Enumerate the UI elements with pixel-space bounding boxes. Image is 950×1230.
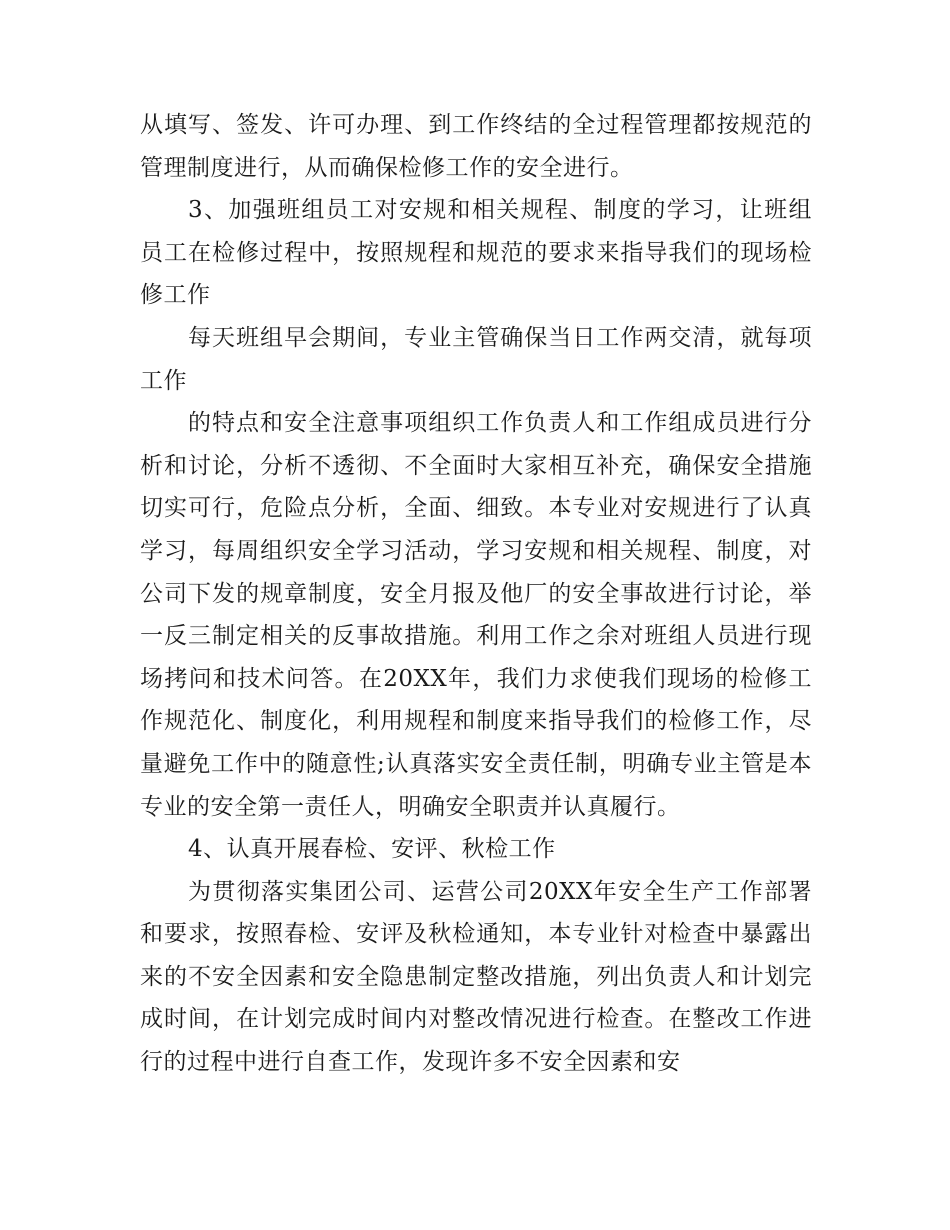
paragraph-2: 3、加强班组员工对安规和相关规程、制度的学习，让班组员工在检修过程中，按照规程和规范的要求来指导我们的现场检修工作: [140, 197, 812, 309]
paragraph-4: 的特点和安全注意事项组织工作负责人和工作组成员进行分析和讨论，分析不透彻、不全面时大家相互补充，确保安全措施切实可行，危险点分析，全面、细致。本专业对安规进行了认真学习，每周组织安全学习活动，学习安规和相关规程、制度，对公司下发的规章制度，安全月报及他厂的安全事故进行讨论，举一反三制定相关的反事故措施。利用工作之余对班组人员进行现场拷问和技术问答。在20XX年，我们力求使我们现场的检修工作规范化、制度化，利用规程和制度来指导我们的检修工作，尽量避免工作中的随意性;认真落实安全责任制，明确专业主管是本专业的安全第一责任人，明确安全职责并认真履行。: [140, 410, 812, 820]
paragraph-1: 从填写、签发、许可办理、到工作终结的全过程管理都按规范的管理制度进行，从而确保检修工作的安全进行。: [140, 112, 812, 181]
paragraph-6: 为贯彻落实集团公司、运营公司20XX年安全生产工作部署和要求，按照春检、安评及秋检通知，本专业针对检查中暴露出来的不安全因素和安全隐患制定整改措施，列出负责人和计划完成时间，在计划完成时间内对整改情况进行检查。在整改工作进行的过程中进行自查工作，发现许多不安全因素和安: [140, 878, 812, 1076]
paragraph-5: 4、认真开展春检、安评、秋检工作: [188, 836, 556, 863]
document-body: [140, 104, 812, 1084]
paragraph-3: 每天班组早会期间，专业主管确保当日工作两交清，就每项工作: [140, 324, 812, 394]
